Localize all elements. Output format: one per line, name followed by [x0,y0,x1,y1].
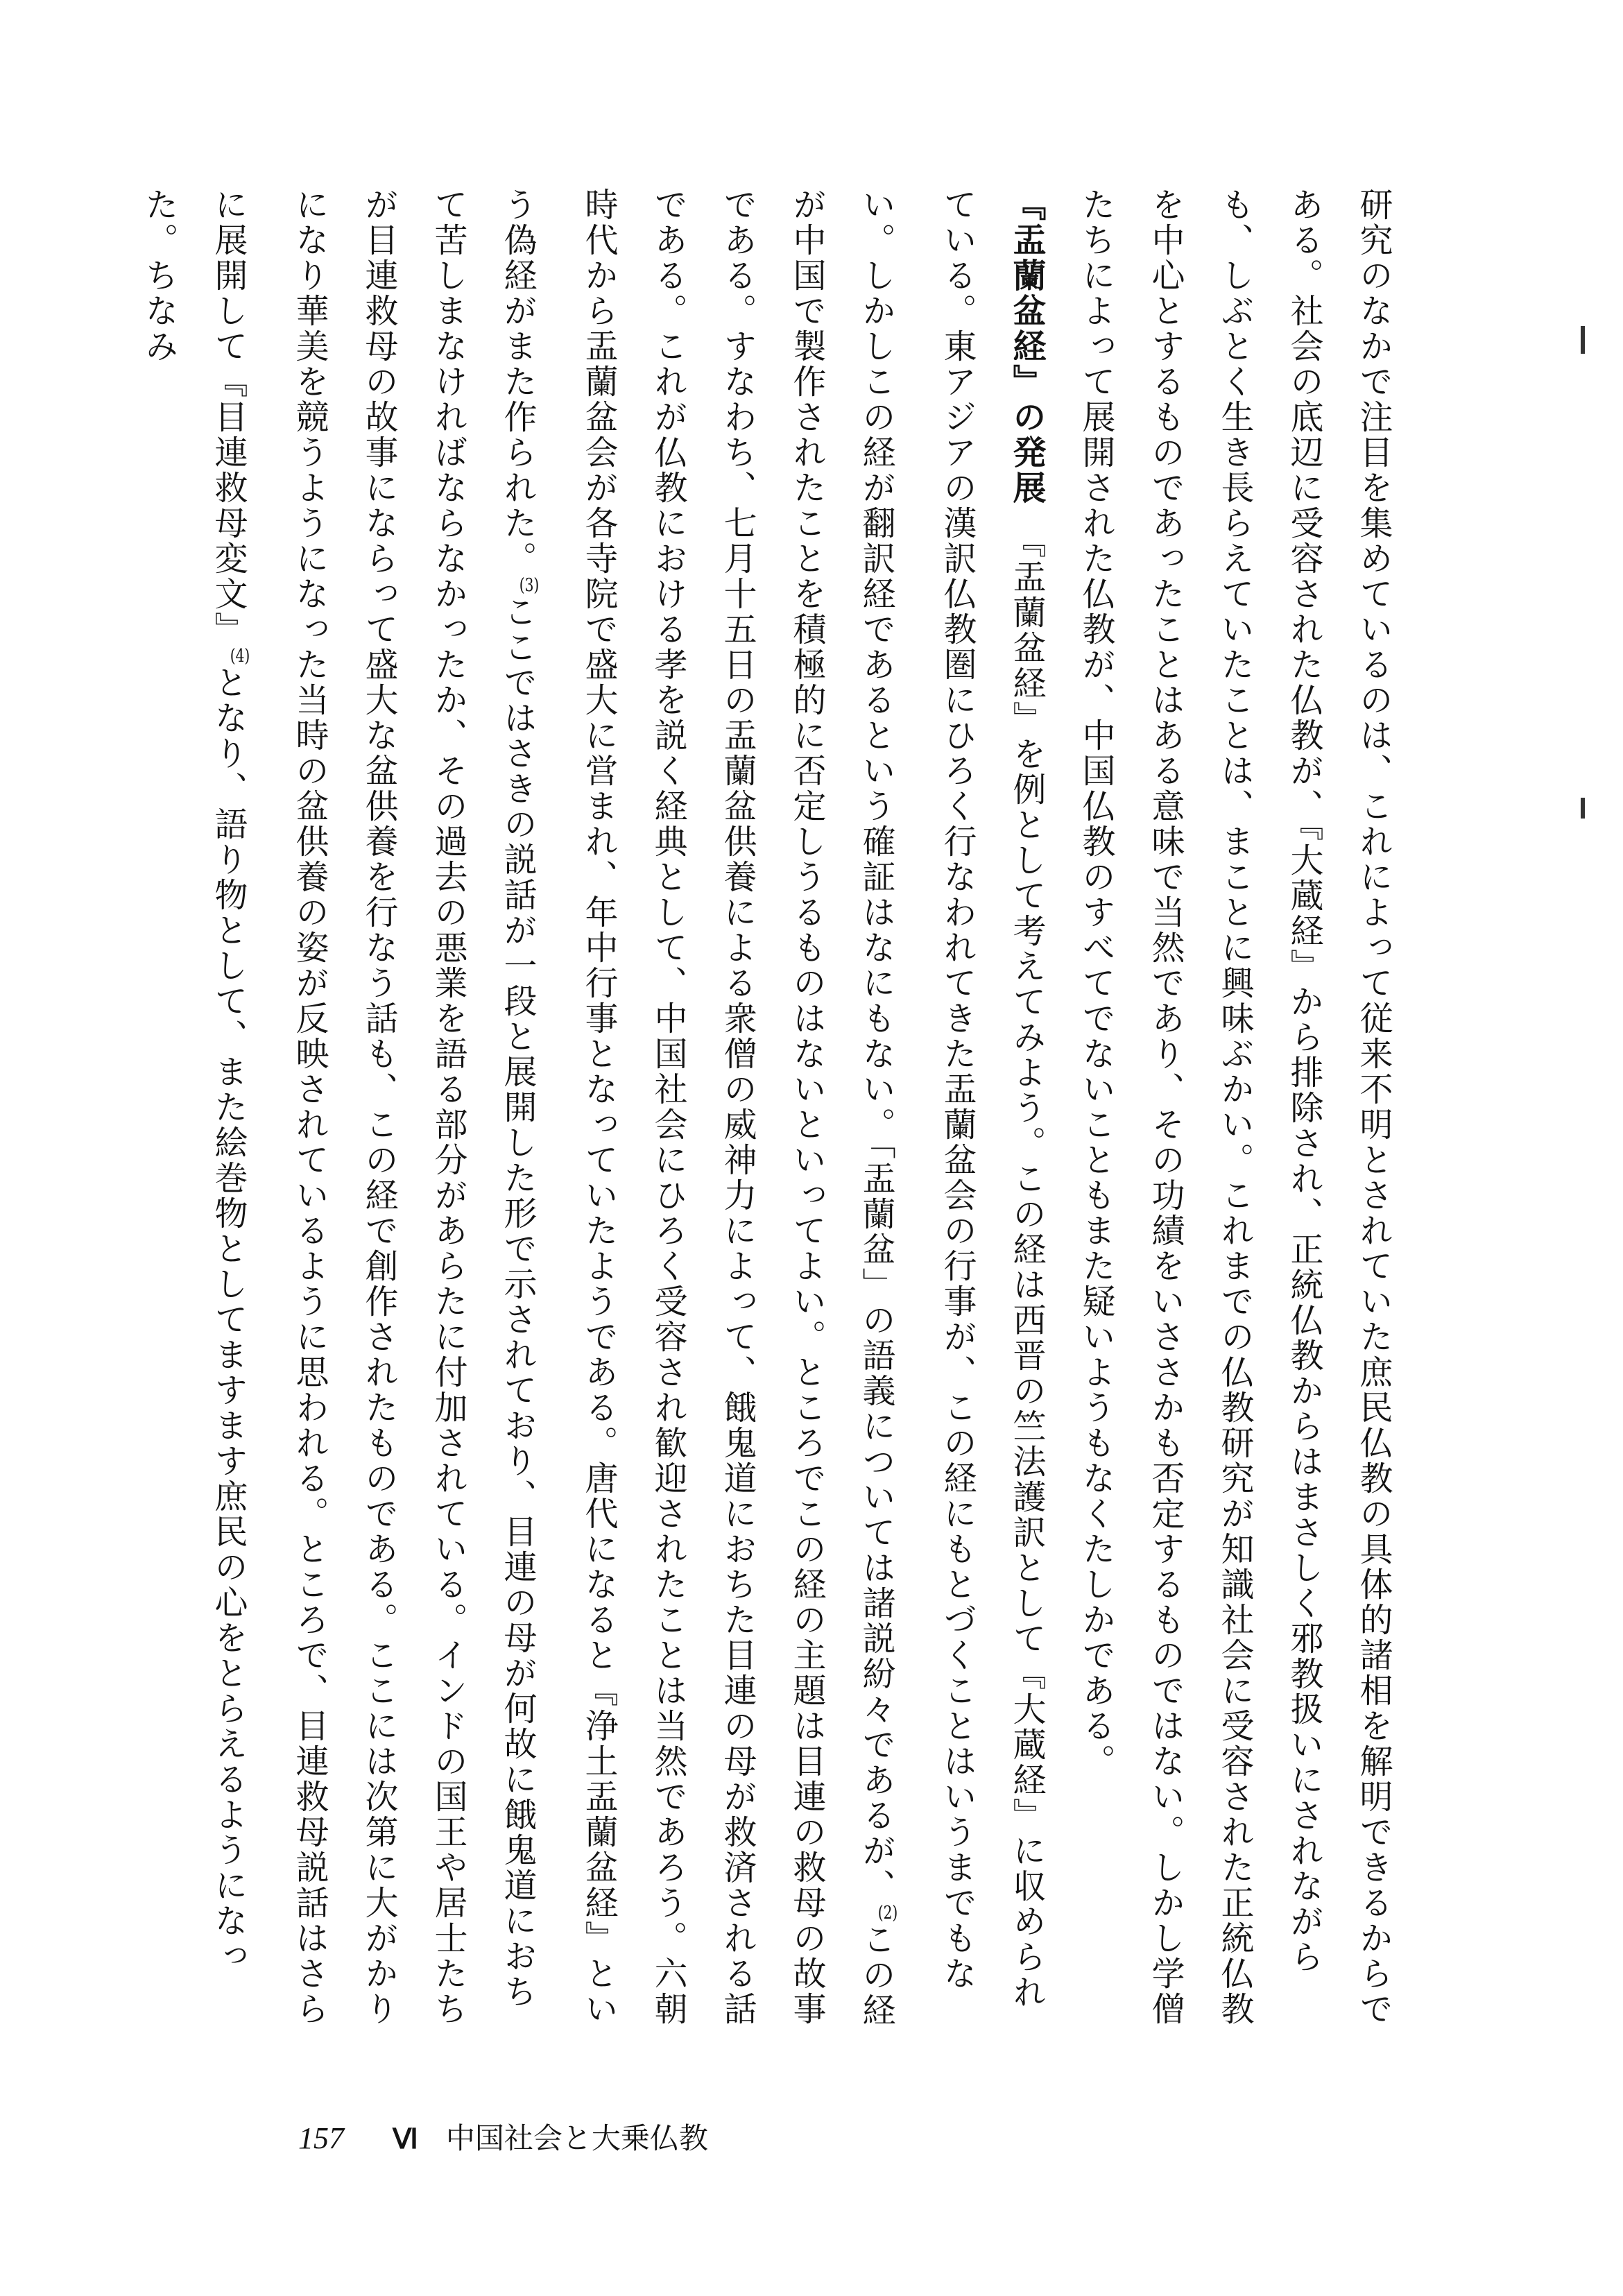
scan-edge-mark [1581,798,1585,819]
paragraph-1 [1061,187,1408,2032]
reference-note-4: (4) [230,647,250,665]
chapter-number: Ⅵ [393,2123,418,2154]
reference-note-2: (2) [877,1904,898,1922]
section-heading: 『盂蘭盆経』の発展 [1007,187,1046,506]
paragraph-2-part-c: ここではさきの説話が一段と展開した形で示されており、目連の母が何故に餓鬼道におちて苦しまなければならなかったか、その過去の悪業を語る部分があらたに付加されている。インドの国王や居士たちが目連救母の故事にならって盛大な盆供養を行なう話も、この経で創作されたものである。ここには次第に大がかりになり華美を競うようになった当時の盆供養の姿が反映されているように思われる。ところで、目連救母説話はさらに展開して『目連救母変文』 [209,187,537,2027]
paragraph-1-line-4: 心とするものであったことはある意味で当然であり、その功績をいささかも否定するものではない。しかし学僧たち [1076,187,1185,2027]
page-footer [298,2116,708,2157]
scan-edge-mark [1581,326,1585,354]
paragraph-2-part-b: この経が中国で製作されたことを積極的に否定しうるものはないといってよい。ところでこの経の主題は目連の救母の故事である。すなわち、七月十五日の盂蘭盆供養による衆僧の威神力によって、餓鬼道におちた目連の母が救済される話である。これが仏教における孝を説く経典として、中国社会にひろく受容され歓迎されたことは当然であろう。六朝時代から盂蘭盆会が各寺院で盛大に営まれ、年中行事となっていたようである。唐代になると『浄土盂蘭盆経』という偽経がまた作られた。 [498,187,895,2028]
paragraph-2-part-a: 『盂蘭盆経』を例として考えてみよう。この経は西晋の竺法護訳として『大蔵経』に収められている。東アジアの漢訳仏教圏にひろく行なわれてきた盂蘭盆会の行事が、この経にもとづくことはいうまでもない。しかしこの経が翻訳経であるという確証はなにもない。「盂蘭盆」の語義については諸説紛々であるが、 [857,187,1046,2010]
chapter-title: 中国社会と大乗仏教 [445,2121,708,2155]
paragraph-2 [124,187,1061,2032]
page-number: 157 [298,2121,344,2155]
paragraph-1-line-3: しぶとく生き長らえていたことは、まことに興味ぶかい。これまでの仏教研究が知識社会に受容された正統仏教を中 [1146,187,1254,2027]
reference-note-3: (3) [519,576,540,594]
paragraph-1-line-2: ある。社会の底辺に受容された仏教が、『大蔵経』から排除され、正統仏教からはまさしく邪教扱いにされながらも、 [1215,187,1323,1975]
paragraph-1-line-5: によって展開された仏教が、中国仏教のすべてでないこともまた疑いようもなくたしかである。 [1076,258,1115,1779]
paragraph-2-part-d: となり、語り物として、また絵巻物としてますます庶民の心をとらえるようになった。ちなみ [139,187,248,1974]
paragraph-1-line-1: 研究のなかで注目を集めているのは、これによって従来不明とされていた庶民仏教の具体的諸相を解明できるからで [1354,187,1393,2027]
body-text [139,187,1408,2032]
